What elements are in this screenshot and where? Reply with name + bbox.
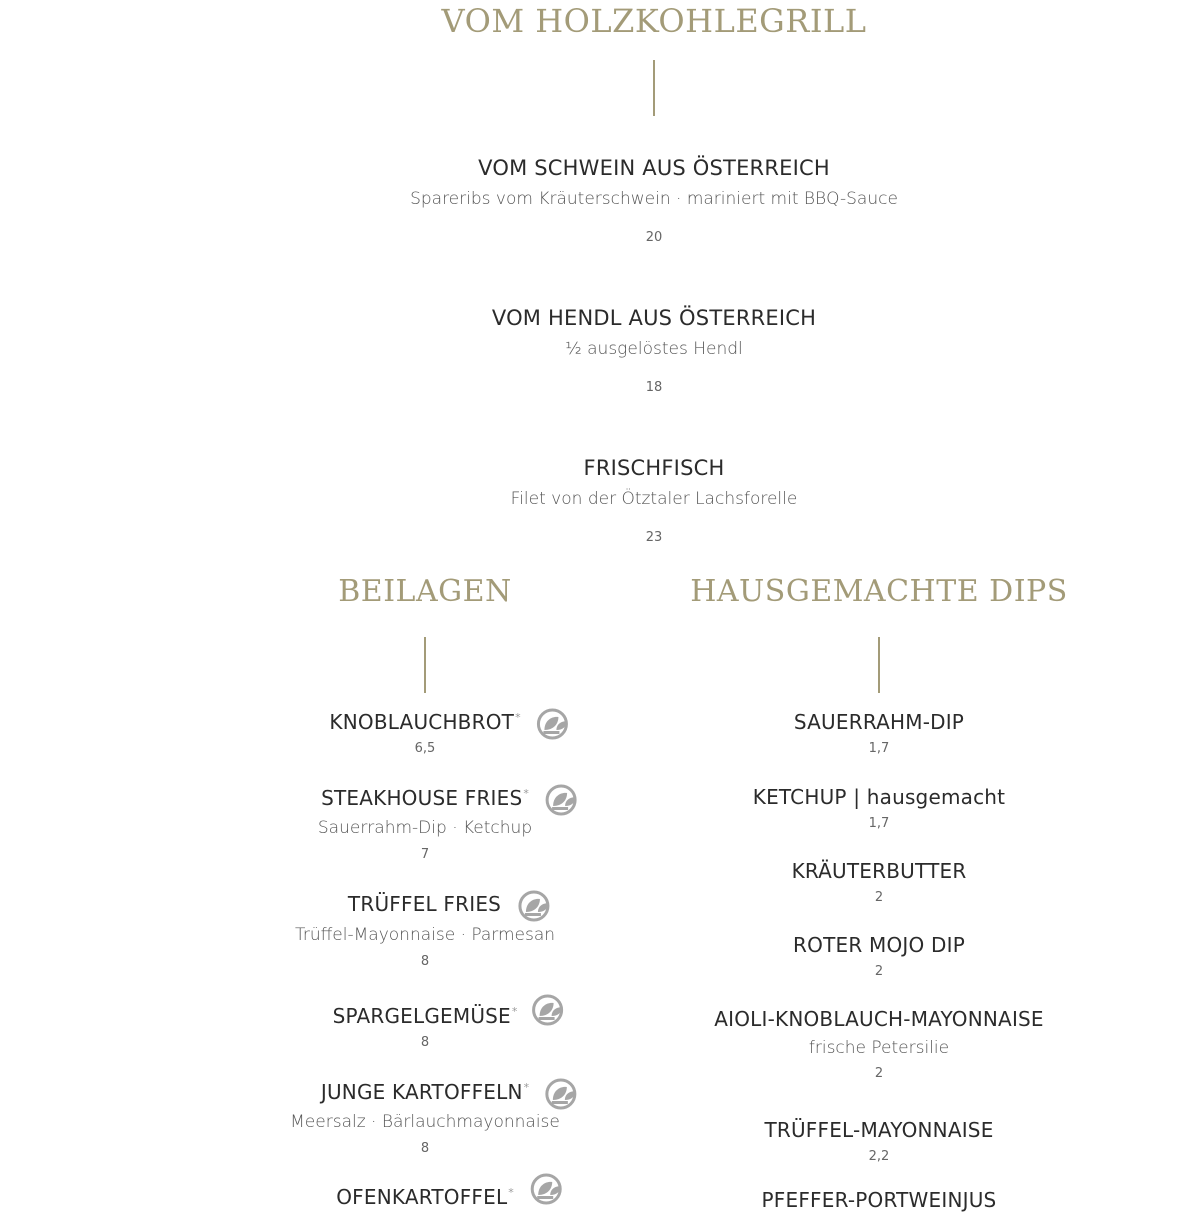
vegetarian-leaf-icon — [529, 992, 565, 1028]
dip-price: 2 — [874, 1066, 884, 1081]
section-divider — [653, 60, 655, 116]
side-dish-price: 8 — [420, 1035, 430, 1050]
grill-item-description: Spareribs vom Kräuterschwein · mariniert mit BBQ-Sauce — [410, 189, 898, 209]
dip-price: 2,2 — [868, 1149, 890, 1164]
vegetarian-leaf-icon — [516, 888, 552, 924]
side-dish-title: TRÜFFEL FRIES — [347, 892, 502, 916]
footnote-marker: * — [523, 787, 529, 800]
side-dish-item — [329, 710, 520, 734]
side-dish-description: Sauerrahm-Dip · Ketchup — [317, 818, 533, 838]
side-dish-title: KNOBLAUCHBROT — [329, 710, 515, 734]
grill-item-title: FRISCHFISCH — [583, 456, 725, 480]
grill-item-title: VOM SCHWEIN AUS ÖSTERREICH — [478, 156, 830, 180]
vegetarian-leaf-icon — [528, 1171, 564, 1207]
side-dish-title: JUNGE KARTOFFELN — [320, 1080, 523, 1104]
grill-item-description: ½ ausgelöstes Hendl — [565, 339, 743, 359]
footnote-marker: * — [515, 711, 521, 724]
side-dish-title: SPARGELGEMÜSE — [332, 1004, 511, 1028]
side-dish-title: OFENKARTOFFEL — [336, 1185, 508, 1209]
vegetarian-leaf-icon — [543, 1076, 579, 1112]
side-dish-price: 8 — [420, 1141, 430, 1156]
dip-title: SAUERRAHM-DIP — [793, 710, 965, 734]
side-dish-title: STEAKHOUSE FRIES — [321, 786, 523, 810]
dip-price: 2 — [874, 890, 884, 905]
side-dish-item — [348, 892, 502, 916]
dip-title: KETCHUP | hausgemacht — [752, 785, 1006, 809]
side-dish-price: 7 — [420, 847, 430, 862]
dip-title: ROTER MOJO DIP — [793, 933, 965, 957]
dip-title: KRÄUTERBUTTER — [791, 859, 967, 883]
footnote-marker: * — [523, 1081, 530, 1094]
footnote-marker: * — [511, 1005, 518, 1018]
section-divider — [424, 637, 426, 693]
side-dish-price: 6,5 — [414, 741, 436, 756]
grill-item-price: 18 — [645, 380, 663, 395]
side-dish-description: Meersalz · Bärlauchmayonnaise — [290, 1112, 560, 1132]
dip-title: TRÜFFEL-MAYONNAISE — [764, 1118, 994, 1142]
side-dish-item — [321, 1080, 529, 1104]
section-divider — [878, 637, 880, 693]
side-dish-description: Trüffel-Mayonnaise · Parmesan — [294, 925, 556, 945]
grill-item-title: VOM HENDL AUS ÖSTERREICH — [491, 306, 817, 330]
dip-price: 2 — [874, 964, 884, 979]
dip-price: 1,7 — [868, 741, 890, 756]
footnote-marker: * — [508, 1186, 514, 1199]
dip-title: AIOLI-KNOBLAUCH-MAYONNAISE — [714, 1007, 1044, 1031]
section-title-beilagen: BEILAGEN — [338, 574, 512, 609]
grill-item-price: 20 — [645, 230, 663, 245]
dip-description: frische Petersilie — [808, 1038, 950, 1058]
section-title-dips: HAUSGEMACHTE DIPS — [690, 574, 1068, 609]
side-dish-item — [336, 1185, 514, 1209]
side-dish-price: 8 — [420, 954, 430, 969]
dip-title: PFEFFER-PORTWEINJUS — [761, 1188, 997, 1212]
side-dish-item — [321, 786, 529, 810]
grill-item-description: Filet von der Ötztaler Lachsforelle — [510, 489, 798, 509]
side-dish-item — [333, 1004, 518, 1028]
dip-price: 1,7 — [868, 816, 890, 831]
section-title-grill: VOM HOLZKOHLEGRILL — [441, 2, 867, 40]
vegetarian-leaf-icon — [543, 782, 579, 818]
vegetarian-leaf-icon — [535, 706, 571, 742]
grill-item-price: 23 — [645, 530, 663, 545]
